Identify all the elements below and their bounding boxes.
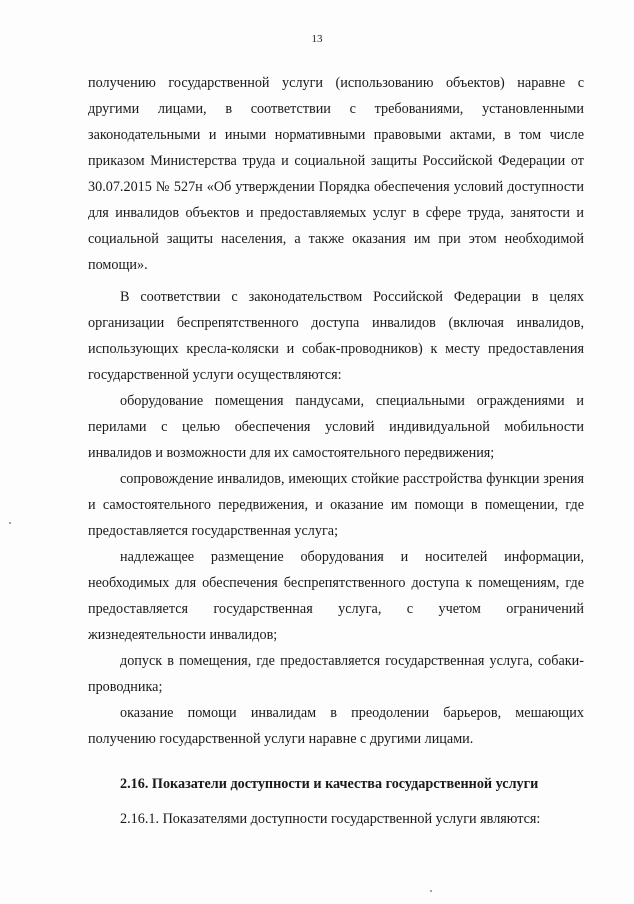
paragraph-accessibility-intro: В соответствии с законодательством Российской Федерации в целях организации беспрепятственного доступа инвалидов (включая инвалидов, использующих кресла-коляски и собак-проводников) к месту предоставления государственной услуги осуществляются: xyxy=(88,289,584,383)
scan-speck xyxy=(9,522,11,524)
paragraph-continuation: получению государственной услуги (использованию объектов) наравне с другими лицами, в соответствии с требованиями, установленными законодательными и иными нормативными правовыми актами, в том числе приказом Министерства труда и социальной защиты Российской Федерации от 30.07.2015 № 527н «Об утверждении Порядка обеспечения условий доступности для инвалидов объектов и предоставляемых услуг в сфере труда, занятости и социальной защиты населения, а также оказания им при этом необходимой помощи». xyxy=(88,75,584,273)
page-number: 13 xyxy=(311,33,323,45)
subsection-text: 2.16.1. Показателями доступности государственной услуги являются: xyxy=(120,811,541,827)
list-item-guide-dog: допуск в помещения, где предоставляется государственная услуга, собаки-проводника; xyxy=(88,653,584,695)
document-body xyxy=(88,70,584,832)
list-item-ramps: оборудование помещения пандусами, специальными ограждениями и перилами с целью обеспечения условий индивидуальной мобильности инвалидов и возможности для их самостоятельного передвижения; xyxy=(88,393,584,461)
list-item-equipment: надлежащее размещение оборудования и носителей информации, необходимых для обеспечения беспрепятственного доступа к помещениям, где предоставляется государственная услуга, с учетом ограничений жизнедеятельности инвалидов; xyxy=(88,549,584,643)
list-item-barriers: оказание помощи инвалидам в преодолении барьеров, мешающих получению государственной услуги наравне с другими лицами. xyxy=(88,705,584,747)
section-heading: 2.16. Показатели доступности и качества государственной услуги xyxy=(120,776,539,792)
list-item-escort: сопровождение инвалидов, имеющих стойкие расстройства функции зрения и самостоятельного передвижения, и оказание им помощи в помещении, где предоставляется государственная услуга; xyxy=(88,471,584,539)
scan-speck xyxy=(430,890,432,892)
